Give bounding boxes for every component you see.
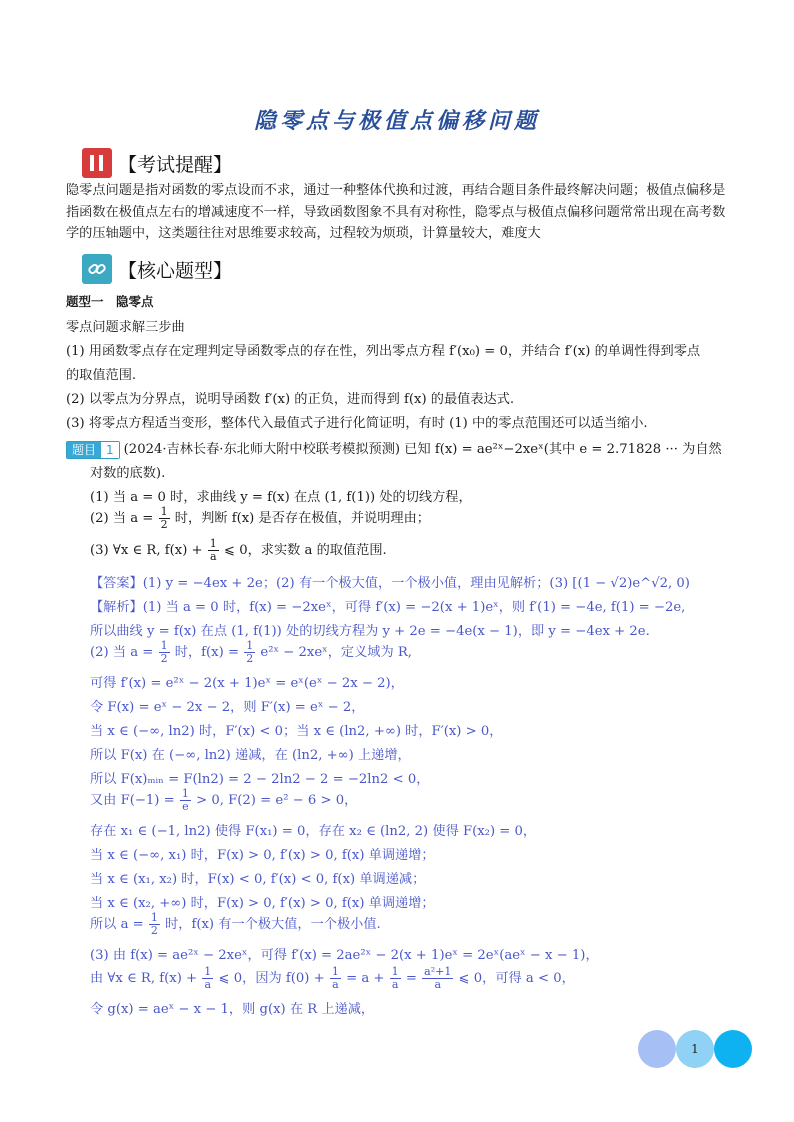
question-1: (1) 当 a = 0 时，求曲线 y = f(x) 在点 (1, f(1)) 处的切线方程， (90, 490, 472, 505)
solution-line-3: (2) 当 a = $\frac{1}{2}$ 时，f(x) = $\frac{1}{2}$ e²ˣ − 2xeˣ，定义域为 R, (90, 639, 412, 665)
page-number-badge (638, 1030, 752, 1068)
roman-two-icon (82, 148, 112, 178)
section-title: 【核心题型】 (118, 259, 233, 282)
decor-circle (714, 1030, 752, 1068)
page-number: 1 (676, 1030, 714, 1068)
step-2: (2) 以零点为分界点，说明导函数 f′(x) 的正负，进而得到 f(x) 的最值表达式. (66, 392, 515, 407)
problem-stem-cont: 对数的底数). (90, 466, 166, 481)
section-core-types (82, 252, 232, 286)
intro-paragraph: 隐零点问题是指对函数的零点设而不求，通过一种整体代换和过渡，再结合题目条件最终解决问题；极值点偏移是指函数在极值点左右的增减速度不一样，导致函数图象不具有对称性，隐零点与极值点偏移问题常常出现在高考数学的压轴题中，这类题往往对思维要求较高，过程较为烦琐，计算量较大，难度大 (66, 183, 726, 241)
step-3: (3) 将零点方程适当变形，整体代入最值式子进行化简证明，有时 (1) 中的零点范围还可以适当缩小. (66, 416, 648, 431)
solution-line-16: 由 ∀x ∈ R, f(x) + $\frac{1}{a}$ ⩽ 0，因为 f(0) + $\frac{1}{a}$ = a + $\frac{1}{a}$ = $\frac{\text{a²+1}}{a}$ ⩽ 0，可得 a < 0， (90, 965, 575, 991)
problem-tag: 题目 1 (66, 441, 120, 459)
section-exam-reminder (82, 146, 232, 180)
solution-line-10: 存在 x₁ ∈ (−1, ln2) 使得 F(x₁) = 0，存在 x₂ ∈ (ln2, 2) 使得 F(x₂) = 0， (90, 824, 537, 839)
solution-line-14: 所以 a = $\frac{1}{2}$ 时，f(x) 有一个极大值，一个极小值. (90, 911, 381, 937)
question-3: (3) ∀x ∈ R, f(x) + $\frac{1}{a}$ ⩽ 0，求实数 a 的取值范围. (90, 537, 387, 563)
answer: 【答案】(1) y = −4ex + 2e；(2) 有一个极大值，一个极小值，理由见解析；(3) [(1 − √2)e^√2, 0) (90, 576, 690, 591)
solution-line-8: 所以 F(x)ₘᵢₙ = F(ln2) = 2 − 2ln2 − 2 = −2ln2 < 0， (90, 772, 430, 787)
step-1: (1) 用函数零点存在定理判定导函数零点的存在性，列出零点方程 f′(x₀) = 0，并结合 f′(x) 的单调性得到零点 (66, 344, 701, 359)
solution-line-13: 当 x ∈ (x₂, +∞) 时，F(x) > 0, f′(x) > 0, f(x) 单调递增； (90, 896, 435, 911)
solution-line-12: 当 x ∈ (x₁, x₂) 时，F(x) < 0, f′(x) < 0, f(x) 单调递减； (90, 872, 426, 887)
solution-line-5: 令 F(x) = eˣ − 2x − 2，则 F′(x) = eˣ − 2， (90, 700, 365, 715)
solution-line-17: 令 g(x) = aeˣ − x − 1，则 g(x) 在 R 上递减， (90, 1002, 375, 1017)
steps-intro: 零点问题求解三步曲 (66, 320, 185, 335)
solution-line-7: 所以 F(x) 在 (−∞, ln2) 递减，在 (ln2, +∞) 上递增， (90, 748, 411, 763)
type-heading: 题型一 隐零点 (66, 294, 154, 309)
link-icon (82, 254, 112, 284)
solution-line-9: 又由 F(−1) = $\frac{1}{e}$ > 0, F(2) = e² − 6 > 0， (90, 787, 358, 813)
solution-line-6: 当 x ∈ (−∞, ln2) 时，F′(x) < 0；当 x ∈ (ln2, +∞) 时，F′(x) > 0， (90, 724, 503, 739)
problem-stem: 题目 1 (2024·吉林长春·东北师大附中校联考模拟预测) 已知 f(x) = ae²ˣ−2xeˣ(其中 e = 2.71828 ··· 为自然 (66, 438, 722, 459)
solution-line-11: 当 x ∈ (−∞, x₁) 时，F(x) > 0, f′(x) > 0, f(x) 单调递增； (90, 848, 435, 863)
solution-line-15: (3) 由 f(x) = ae²ˣ − 2xeˣ，可得 f′(x) = 2ae²ˣ − 2(x + 1)eˣ = 2eˣ(aeˣ − x − 1)， (90, 948, 599, 963)
page-title: 隐零点与极值点偏移问题 (253, 109, 540, 134)
solution-line-2: 所以曲线 y = f(x) 在点 (1, f(1)) 处的切线方程为 y + 2e = −4e(x − 1)，即 y = −4ex + 2e. (90, 624, 650, 639)
question-2: (2) 当 a = $\frac{1}{2}$ 时，判断 f(x) 是否存在极值，并说明理由； (90, 505, 430, 531)
decor-circle (638, 1030, 676, 1068)
step-1-cont: 的取值范围. (66, 368, 137, 383)
solution-line-1: 【解析】(1) 当 a = 0 时，f(x) = −2xeˣ，可得 f′(x) = −2(x + 1)eˣ，则 f′(1) = −4e, f(1) = −2e, (90, 600, 686, 615)
section-title: 【考试提醒】 (118, 153, 233, 176)
solution-line-4: 可得 f′(x) = e²ˣ − 2(x + 1)eˣ = eˣ(eˣ − 2x − 2)， (90, 676, 404, 691)
